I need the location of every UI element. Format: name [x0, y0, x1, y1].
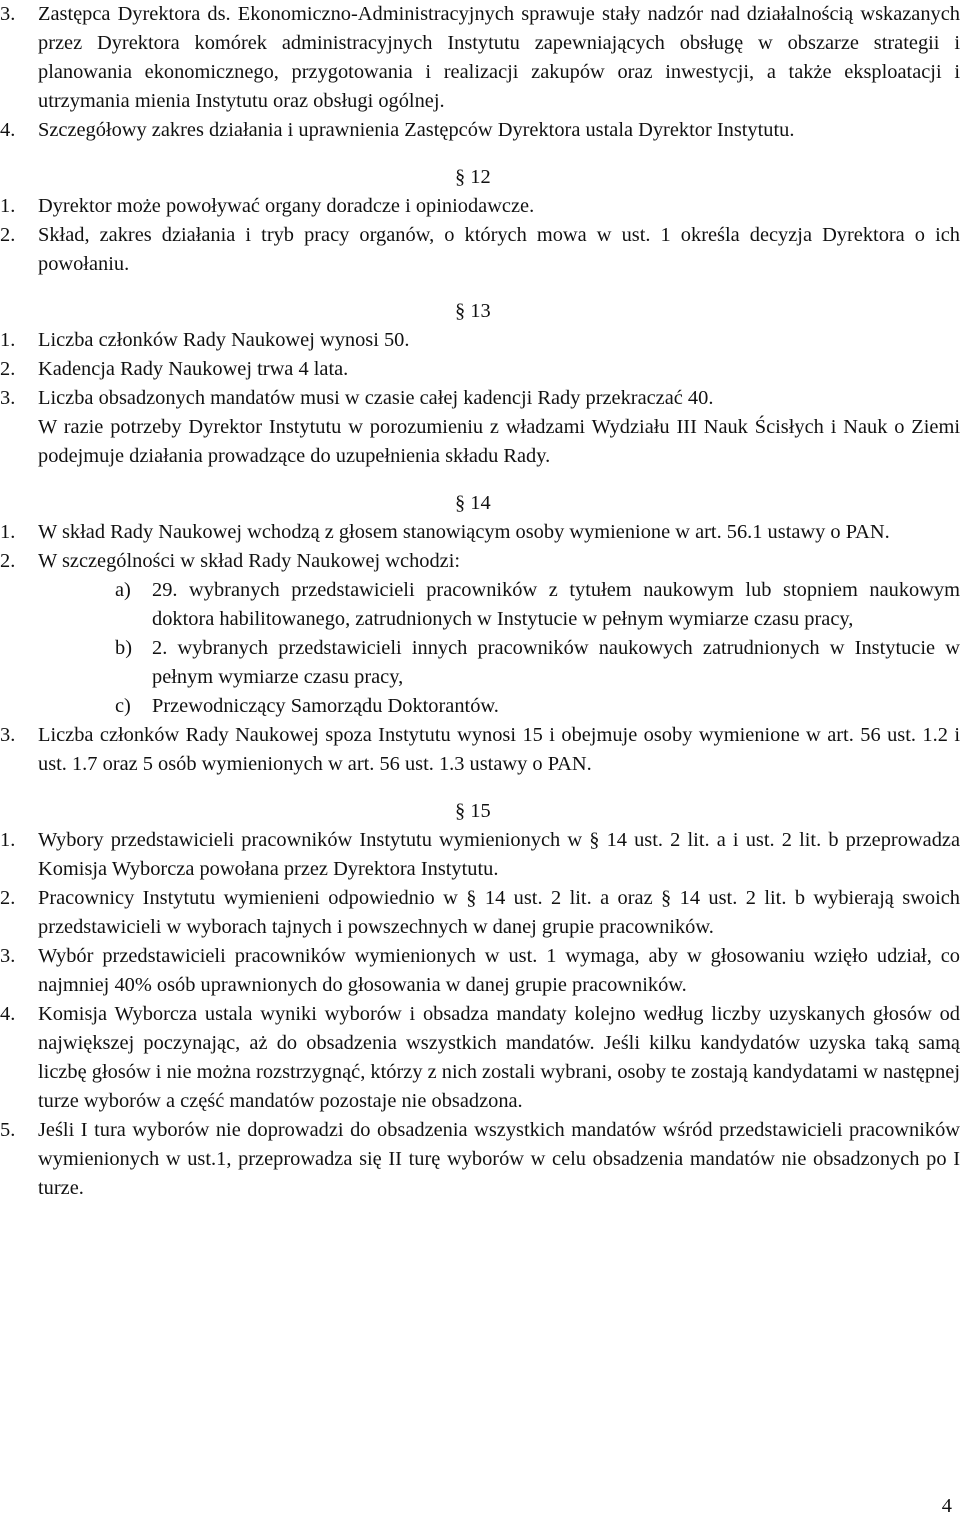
item-number: 4. [0, 119, 16, 141]
list-item [0, 384, 960, 413]
item-number: 3. [0, 945, 16, 967]
item-text: Wybory przedstawicieli pracowników Instytutu wymienionych w § 14 ust. 2 lit. a i ust. 2 lit. b przeprowadza Komisja Wyborcza powołana przez Dyrektora Instytutu. [38, 829, 960, 880]
item-text: W szczególności w skład Rady Naukowej wchodzi: [38, 550, 461, 572]
sub-item-letter: a) [115, 579, 131, 601]
item-text: Kadencja Rady Naukowej trwa 4 lata. [38, 358, 349, 380]
section-heading-12: § 12 [455, 166, 491, 188]
list-item [0, 826, 960, 884]
item-number: 4. [0, 1003, 16, 1025]
list-item [0, 192, 960, 221]
list-item [0, 942, 960, 1000]
item-text: Liczba członków Rady Naukowej wynosi 50. [38, 329, 410, 351]
section-heading-14: § 14 [455, 492, 491, 514]
item-number: 1. [0, 329, 16, 351]
sub-list-item [0, 576, 960, 634]
item-number: 2. [0, 358, 16, 380]
item-number: 2. [0, 224, 16, 246]
item-text: Liczba członków Rady Naukowej spoza Instytutu wynosi 15 i obejmuje osoby wymienione w art. 56 ust. 1.2 i ust. 1.7 oraz 5 osób wymienionych w art. 56 ust. 1.3 ustawy o PAN. [38, 724, 960, 775]
item-text: Szczegółowy zakres działania i uprawnienia Zastępców Dyrektora ustala Dyrektor Instytutu. [38, 119, 795, 141]
sub-list-item [0, 692, 960, 721]
item-number: 1. [0, 829, 16, 851]
item-number: 2. [0, 887, 16, 909]
item-text: Zastępca Dyrektora ds. Ekonomiczno-Administracyjnych sprawuje stały nadzór nad działalnością wskazanych przez Dyrektora komórek administracyjnych Instytutu zapewniających obsługę w obszarze strategii i planowania ekonomicznego, przygotowania i realizacji zakupów oraz inwestycji, a także eksploatacji i utrzymania mienia Instytutu oraz obsługi ogólnej. [38, 3, 960, 112]
list-item [0, 884, 960, 942]
paragraph: W razie potrzeby Dyrektor Instytutu w porozumieniu z władzami Wydziału III Nauk Ścisłych i Nauk o Ziemi podejmuje działania prowadzące do uzupełnienia składu Rady. [38, 416, 960, 467]
section-heading-15: § 15 [455, 800, 491, 822]
item-number: 3. [0, 724, 16, 746]
list-item [0, 1000, 960, 1116]
list-item [0, 355, 960, 384]
sub-item-text: 2. wybranych przedstawicieli innych pracowników naukowych zatrudnionych w Instytucie w pełnym wymiarze czasu pracy, [152, 637, 960, 688]
item-number: 1. [0, 195, 16, 217]
sub-list-item [0, 634, 960, 692]
item-text: Pracownicy Instytutu wymienieni odpowiednio w § 14 ust. 2 lit. a oraz § 14 ust. 2 lit. b wybierają swoich przedstawicieli w wyborach tajnych i powszechnych w danej grupie pracowników. [38, 887, 960, 938]
item-text: Jeśli I tura wyborów nie doprowadzi do obsadzenia wszystkich mandatów wśród przedstawicieli pracowników wymienionych w ust.1, przeprowadza się II turę wyborów w celu obsadzenia mandatów nie obsadzonych po I turze. [38, 1119, 960, 1199]
item-text: Komisja Wyborcza ustala wyniki wyborów i obsadza mandaty kolejno według liczby uzyskanych głosów od największej poczynając, aż do obsadzenia wszystkich mandatów. Jeśli kilku kandydatów uzyska taką samą liczbę głosów i nie można rozstrzygnąć, którzy z nich zostali wybrani, osoby te zostają kandydatami w następnej turze wyborów a część mandatów pozostaje nie obsadzona. [38, 1003, 960, 1112]
list-item [0, 547, 960, 576]
list-item [0, 326, 960, 355]
sub-item-text: Przewodniczący Samorządu Doktorantów. [152, 695, 499, 717]
list-item [0, 1116, 960, 1203]
list-item [0, 221, 960, 279]
section-heading-13: § 13 [455, 300, 491, 322]
list-item [0, 518, 960, 547]
item-text: Skład, zakres działania i tryb pracy organów, o których mowa w ust. 1 określa decyzja Dyrektora o ich powołaniu. [38, 224, 960, 275]
sub-item-letter: b) [115, 637, 132, 659]
list-item [0, 116, 960, 145]
list-item [0, 721, 960, 779]
item-number: 1. [0, 521, 16, 543]
sub-item-text: 29. wybranych przedstawicieli pracowników z tytułem naukowym lub stopniem naukowym doktora habilitowanego, zatrudnionych w Instytucie w pełnym wymiarze czasu pracy, [152, 579, 960, 630]
item-text: Liczba obsadzonych mandatów musi w czasie całej kadencji Rady przekraczać 40. [38, 387, 714, 409]
sub-item-letter: c) [115, 695, 131, 717]
list-item [0, 0, 960, 116]
item-number: 5. [0, 1119, 16, 1141]
item-number: 3. [0, 387, 16, 409]
item-number: 2. [0, 550, 16, 572]
item-text: Wybór przedstawicieli pracowników wymienionych w ust. 1 wymaga, aby w głosowaniu wzięło udział, co najmniej 40% osób uprawnionych do głosowania w danej grupie pracowników. [38, 945, 960, 996]
item-text: Dyrektor może powoływać organy doradcze i opiniodawcze. [38, 195, 535, 217]
item-text: W skład Rady Naukowej wchodzą z głosem stanowiącym osoby wymienione w art. 56.1 ustawy o PAN. [38, 521, 890, 543]
item-number: 3. [0, 3, 16, 25]
page-number: 4 [941, 1495, 952, 1517]
